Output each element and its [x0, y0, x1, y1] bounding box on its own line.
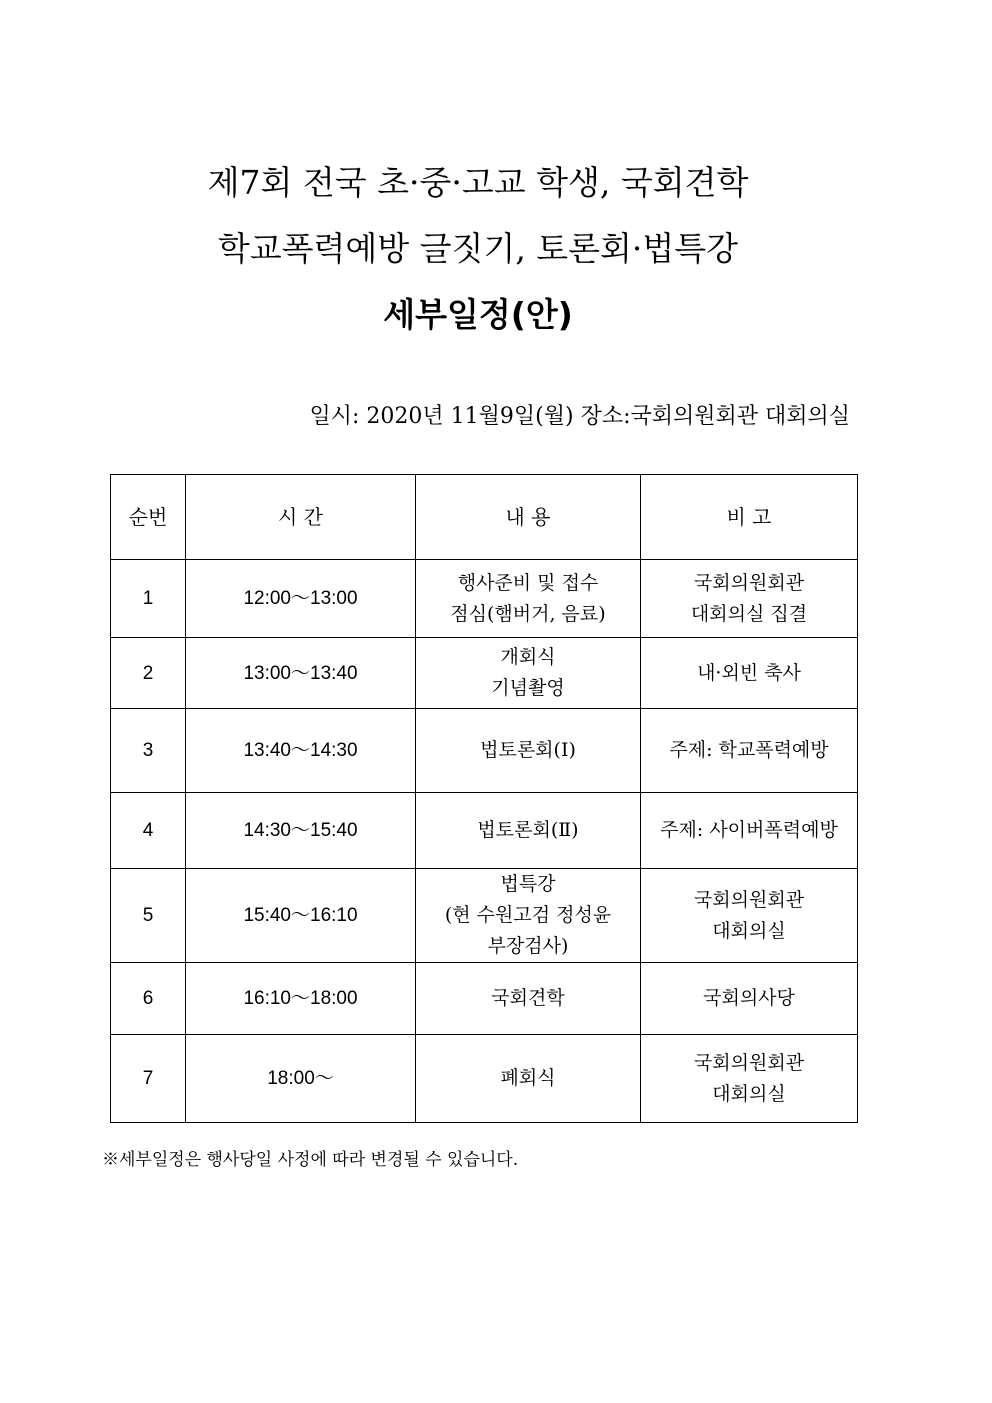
row-note: 국회의원회관 대회의실 집결	[641, 560, 858, 638]
row-number: 7	[111, 1035, 186, 1123]
row-note: 주제: 학교폭력예방	[641, 709, 858, 793]
row-content: 법특강 (현 수원고검 정성윤 부장검사)	[416, 869, 641, 963]
row-note: 국회의사당	[641, 963, 858, 1035]
row-number: 2	[111, 638, 186, 709]
row-number: 4	[111, 793, 186, 869]
table-row	[111, 793, 858, 869]
row-content: 법토론회(Ⅱ)	[416, 793, 641, 869]
row-time: 18:00～	[186, 1035, 416, 1123]
row-time: 13:40～14:30	[186, 709, 416, 793]
title-line-1: 제7회 전국 초·중·고교 학생, 국회견학	[207, 163, 749, 202]
row-time: 12:00～13:00	[186, 560, 416, 638]
footnote: ※세부일정은 행사당일 사정에 따라 변경될 수 있습니다.	[102, 1150, 519, 1170]
row-time: 14:30～15:40	[186, 793, 416, 869]
table-row	[111, 560, 858, 638]
table-row	[111, 963, 858, 1035]
table-row	[111, 709, 858, 793]
row-content: 국회견학	[416, 963, 641, 1035]
row-time: 16:10～18:00	[186, 963, 416, 1035]
row-time: 13:00～13:40	[186, 638, 416, 709]
title-line-2: 학교폭력예방 글짓기, 토론회·법특강	[217, 229, 739, 268]
schedule-table	[110, 474, 858, 1123]
table-row	[111, 1035, 858, 1123]
document-title	[0, 150, 956, 348]
row-number: 1	[111, 560, 186, 638]
row-content: 법토론회(Ⅰ)	[416, 709, 641, 793]
row-number: 3	[111, 709, 186, 793]
row-note: 국회의원회관 대회의실	[641, 869, 858, 963]
table-row	[111, 869, 858, 963]
title-line-3: 세부일정(안)	[383, 295, 573, 334]
header-number: 순번	[111, 475, 186, 560]
row-content: 행사준비 및 접수 점심(햄버거, 음료)	[416, 560, 641, 638]
event-date-location: 일시: 2020년 11월9일(월) 장소:국회의원회관 대회의실	[309, 404, 850, 429]
row-content: 개회식 기념촬영	[416, 638, 641, 709]
row-number: 6	[111, 963, 186, 1035]
row-note: 국회의원회관 대회의실	[641, 1035, 858, 1123]
table-header-row	[111, 475, 858, 560]
row-time: 15:40～16:10	[186, 869, 416, 963]
row-note: 내·외빈 축사	[641, 638, 858, 709]
header-note: 비 고	[641, 475, 858, 560]
row-note: 주제: 사이버폭력예방	[641, 793, 858, 869]
header-time: 시 간	[186, 475, 416, 560]
table-row	[111, 638, 858, 709]
row-content: 폐회식	[416, 1035, 641, 1123]
row-number: 5	[111, 869, 186, 963]
header-content: 내 용	[416, 475, 641, 560]
